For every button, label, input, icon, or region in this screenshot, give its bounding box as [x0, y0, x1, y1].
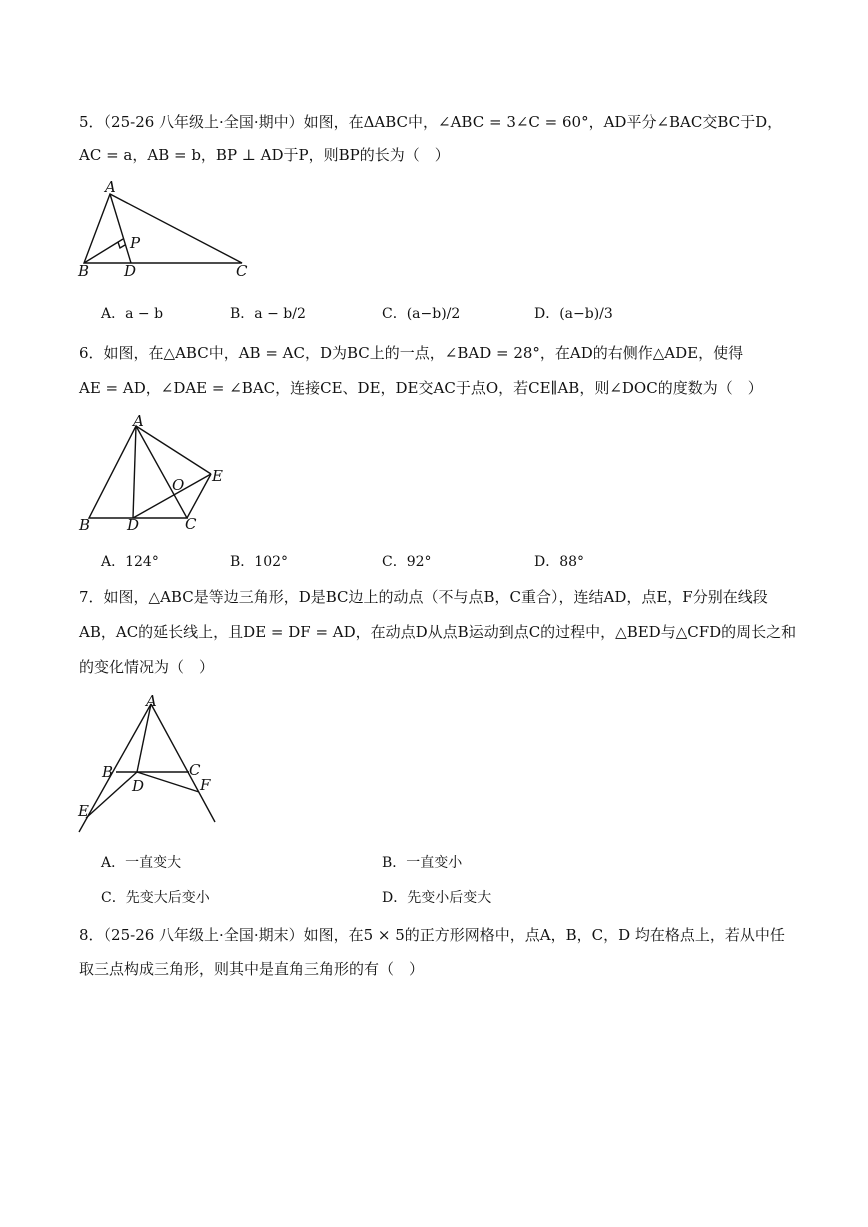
q7-option-b[interactable]: B．一直变小 — [382, 855, 463, 871]
q7-stem-line2: AB，AC的延长线上，且DE = DF = AD，在动点D从点B运动到点C的过程中，△BED与△CFD的周长之和 — [79, 623, 797, 641]
q6-label-c: C — [185, 515, 197, 533]
q7-option-c[interactable]: C．先变大后变小 — [101, 890, 210, 906]
q7-label-e: E — [78, 802, 89, 820]
q6-triangle-abc — [89, 426, 187, 518]
q5-segment-ad — [110, 194, 131, 263]
q5-right-angle-mark — [118, 242, 125, 248]
q7-line-af — [151, 704, 215, 822]
q7-stem-line1: 7．如图，△ABC是等边三角形，D是BC边上的动点（不与点B，C重合），连结AD，点E，F分别在线段 — [79, 588, 768, 606]
q6-label-d: D — [127, 516, 140, 534]
q5-label-a: A — [105, 178, 116, 196]
q5-option-d[interactable]: D．(a−b)/3 — [534, 306, 613, 322]
q7-label-a: A — [146, 692, 157, 710]
q6-label-b: B — [79, 516, 91, 534]
q6-label-e: E — [212, 467, 223, 485]
q7-stem-line3: 的变化情况为（ ） — [79, 658, 215, 676]
q7-label-f: F — [200, 776, 211, 794]
q6-option-c[interactable]: C．92° — [382, 554, 432, 570]
q5-label-d: D — [124, 262, 137, 280]
q6-stem-line2: AE = AD，∠DAE = ∠BAC，连接CE、DE，DE交AC于点O，若CE∥AB，则∠DOC的度数为（ ） — [79, 379, 763, 397]
q6-segment-ae — [136, 426, 211, 474]
q6-figure — [75, 412, 245, 537]
q5-figure — [72, 176, 272, 281]
q5-label-p: P — [130, 234, 141, 252]
q5-stem-line2: AC = a，AB = b，BP ⊥ AD于P，则BP的长为（ ） — [79, 146, 450, 164]
q5-triangle-abc — [84, 194, 242, 263]
q7-label-c: C — [189, 761, 201, 779]
q5-label-b: B — [78, 262, 90, 280]
q6-option-d[interactable]: D．88° — [534, 554, 585, 570]
q7-label-b: B — [102, 763, 114, 781]
q7-line-ae — [79, 704, 151, 832]
q7-segment-ad — [137, 704, 151, 772]
q7-option-a[interactable]: A．一直变大 — [101, 855, 182, 871]
q7-label-d: D — [132, 777, 145, 795]
q7-figure — [72, 690, 232, 840]
q5-stem-line1: 5．（25-26 八年级上·全国·期中）如图，在ΔABC中，∠ABC = 3∠C = 60°，AD平分∠BAC交BC于D， — [79, 113, 783, 131]
q6-segment-ad — [133, 426, 136, 518]
q5-option-a[interactable]: A．a − b — [101, 306, 164, 322]
q5-option-c[interactable]: C．(a−b)/2 — [382, 306, 461, 322]
q8-stem-line1: 8．（25-26 八年级上·全国·期末）如图，在5 × 5的正方形网格中，点A，B，C，D 均在格点上，若从中任 — [79, 926, 785, 944]
q6-option-a[interactable]: A．124° — [101, 554, 159, 570]
q7-option-d[interactable]: D．先变小后变大 — [382, 890, 492, 906]
q8-stem-line2: 取三点构成三角形，则其中是直角三角形的有（ ） — [79, 960, 425, 978]
q6-label-o: O — [172, 476, 185, 494]
q5-label-c: C — [236, 262, 248, 280]
q6-stem-line1: 6．如图，在△ABC中，AB = AC，D为BC上的一点，∠BAD = 28°，在AD的右侧作△ADE，使得 — [79, 344, 744, 362]
q5-segment-bp — [84, 239, 123, 263]
q6-option-b[interactable]: B．102° — [230, 554, 289, 570]
q6-label-a: A — [133, 412, 144, 430]
q5-option-b[interactable]: B．a − b/2 — [230, 306, 306, 322]
